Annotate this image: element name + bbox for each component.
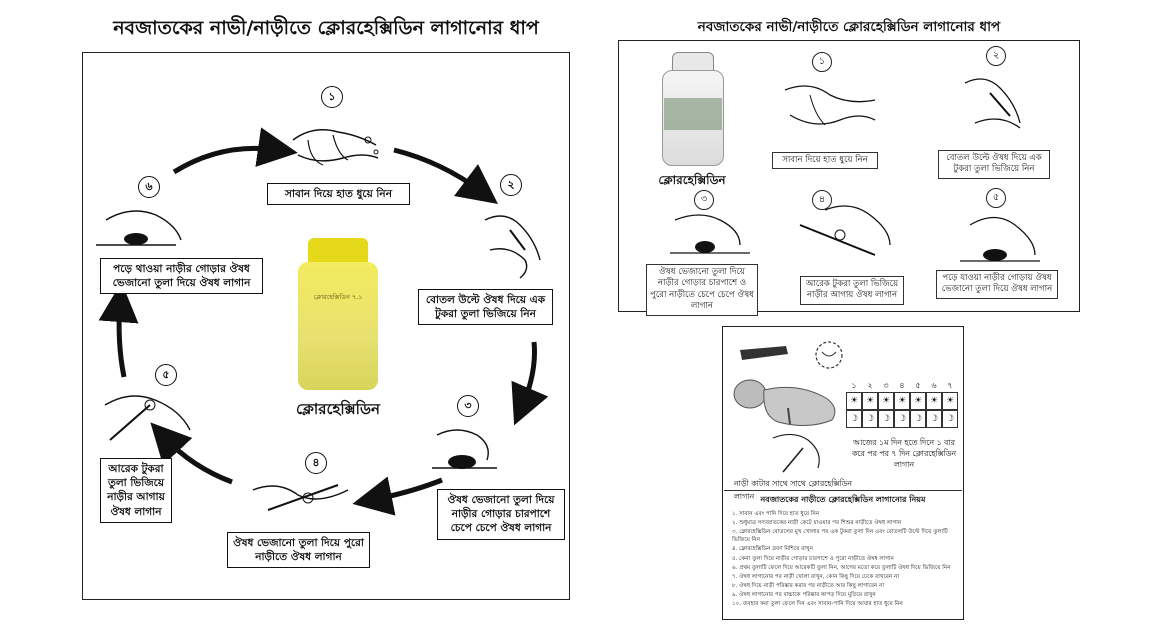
calendar-day-number: ৭ [947,381,953,390]
left-step-1-label: সাবান দিয়ে হাত ধুয়ে নিন [267,183,410,205]
right-step-1-number: ১ [812,52,832,72]
hand-washing-illustration [288,110,388,180]
left-product-name: ক্লোরহেক্সিডিন [296,400,380,418]
right-step-3-label: ঔষধ ভেজানো তুলা দিয়ে নাড়ীর গোড়ার চারপাশে ও পুরো নাড়ীতে চেপে চেপে ঔষধ লাগান [646,264,758,316]
sun-icon: ☀ [894,392,910,410]
calendar-day-number: ৪ [899,381,905,390]
cotton-base-illustration [432,420,502,475]
moon-icon: ☽ [894,410,910,428]
rule-item: ২. শুধুমাত্র সদ্যজাতকের নাড়ী কেটে যাওয়ার পর শিশুর নাড়ীতে ঔষধ লাগান [732,520,902,527]
left-step-2-label: বোতল উল্টে ঔষধ দিয়ে এক টুকরা তুলা ভিজিয়ে নিন [418,289,553,325]
left-step-3-number: ৩ [457,395,479,417]
thread-icon [812,338,846,372]
right-step-2-number: ২ [986,46,1006,66]
calendar-day-number: ২ [867,381,873,390]
sun-icon: ☀ [878,392,894,410]
sun-icon: ☀ [926,392,942,410]
cord-tip-illustration [95,385,195,445]
calendar-caption: আজের ১ম দিন হতে দিনে ১ বার করে পর পর ৭ দিন ক্লোরহেক্সিডিন লাগান [851,438,957,469]
right-poster-title: নবজাতকের নাভী/নাড়ীতে ক্লোরহেক্সিডিন লাগানোর ধাপ [697,19,1001,35]
right-fallen-cord-illustration [960,205,1045,265]
rule-item: ৩. ক্লোরহেক্সিডিন বোতলের মুখ খোলার পর এক টুকরা তুলা দিন এবং বোতলটি উল্টে দিয়ে তুলাটি ভিজিয়ে নিন [732,529,948,544]
right-step-5-number: ৫ [986,188,1006,208]
seven-day-calendar [846,380,966,436]
moon-icon: ☽ [862,410,878,428]
right-step-5-label: পড়ে যাওয়া নাড়ীর গোড়ায় ঔষধ ভেজানো তুলা দিয়ে ঔষধ লাগান [936,270,1058,299]
rule-item: ৯. ঔষধ লাগানোর পর বাচ্চাকে পরিষ্কার কাপড় দিয়ে মুড়িয়ে রাখুন [732,591,876,598]
left-poster-title: নবজাতকের নাভী/নাড়ীতে ক্লোরহেক্সিডিন লাগানোর ধাপ [113,17,539,39]
right-bottle-tilt-illustration [960,68,1040,140]
arrow-2-to-3 [522,342,535,407]
rule-item: ৭. ঔষধ লাগানোর পর নাড়ী খোলা রাখুন, কোন কিছু দিয়ে ঢেকে রাখবেন না [732,573,899,580]
rules-title: নবজাতকের নাড়ীতে ক্লোরহেক্সিডিন লাগানোর নিয়ম [760,495,926,504]
bottle-label-text: ক্লোরহেক্সিডিন ৭.১ [313,293,363,301]
right-step-4-label: আরেক টুকরা তুলা ভিজিয়ে নাড়ীর আগায় ঔষধ লাগান [800,276,904,305]
moon-icon: ☽ [942,410,958,428]
right-cotton-base-illustration [665,205,755,260]
sun-icon: ☀ [846,392,862,410]
arrow-3-to-4 [372,480,442,500]
sun-icon: ☀ [862,392,878,410]
whole-cord-illustration [248,470,358,525]
chlorhexidine-bottle [298,262,378,390]
left-step-6-label: পড়ে থাওয়া নাড়ীর গোড়ার ঔষধ ভেজানো তুলা দিয়ে ঔষধ লাগান [100,258,263,294]
rule-item: ১. সাবান এবং পানি দিয়ে হাত ধুয়ে নিন [732,511,820,517]
moon-icon: ☽ [910,410,926,428]
rules-list [732,510,956,609]
arrow-6-to-1 [174,148,278,172]
sun-icon: ☀ [910,392,926,410]
calendar-day-number: ৬ [931,381,937,390]
blade-icon [738,342,790,364]
left-step-5-label: আরেক টুকরা তুলা ভিজিয়ে নাড়ীর আগায় ঔষধ লাগান [100,458,172,523]
calendar-day-number: ১ [851,381,857,390]
left-step-4-number: ৪ [305,452,327,474]
sun-icon: ☀ [942,392,958,410]
right-cord-tip-illustration [795,200,895,265]
bottle-tilt-illustration [480,200,550,280]
right-step-3-number: ৩ [694,190,714,210]
left-step-2-number: ২ [500,174,522,196]
cord-care-hand-illustration [768,428,828,474]
moon-icon: ☽ [878,410,894,428]
fallen-cord-illustration [96,195,186,250]
calendar-day-number: ৩ [883,381,889,390]
rule-item: ৫. কেনা তুলা দিয়ে নাড়ীর গোড়ার চারপাশে ও পুরো নাড়ীতে ঔষধ লাগান [732,555,894,562]
moon-icon: ☽ [846,410,862,428]
right-step-4-number: ৪ [812,190,832,210]
calendar-day-number: ৫ [915,381,921,390]
cord-caption: নাড়ী কাটার সাথে সাথে ক্লোরহেক্সিডিন লাগান [734,479,852,501]
rule-item: ১০. ব্যবহার করা তুলা ফেলে দিন এবং সাবান-পানি দিয়ে আবার হাত ধুয়ে নিন [732,601,903,608]
rule-item: ৪. ক্লোরহেক্সিডিন দ্রবণ মিশিয়ে রাখুন [732,546,813,553]
right-step-2-label: বোতল উল্টে ঔষধ দিয়ে এক টুকরা তুলা ভিজিয়ে নিন [938,150,1050,179]
small-bottle-band [664,98,722,130]
arrow-5-to-6 [119,302,124,377]
right-hand-washing-illustration [780,70,880,140]
rule-item: ৮. ঔষধ দিয়ে নাড়ী পরিষ্কার করার পর নাড়ীতে আর কিছু লাগাবেন না [732,582,885,589]
rule-item: ৬. প্রথম তুলাটি ফেলে দিয়ে আরেকটি তুলা নিন, আগের মতো করে তুলাটি ঔষধ দিয়ে ভিজিয়ে নিন [732,564,951,571]
small-bottle-cap [672,52,714,72]
left-step-6-number: ৬ [138,176,160,198]
left-step-3-label: ঔষধ ভেজানো তুলা দিয়ে নাড়ীর গোড়ার চারপাশে চেপে চেপে ঔষধ লাগান [437,489,565,540]
right-step-1-label: সাবান দিয়ে হাত ধুয়ে নিন [772,152,878,169]
left-step-1-number: ১ [321,86,343,108]
left-step-4-label: ঔষধ ভেজানো তুলা দিয়ে পুরো নাড়ীতে ঔষধ লাগান [227,532,370,568]
moon-icon: ☽ [926,410,942,428]
right-product-name: ক্লোরহেক্সিডিন [658,173,726,187]
left-step-5-number: ৫ [155,364,177,386]
